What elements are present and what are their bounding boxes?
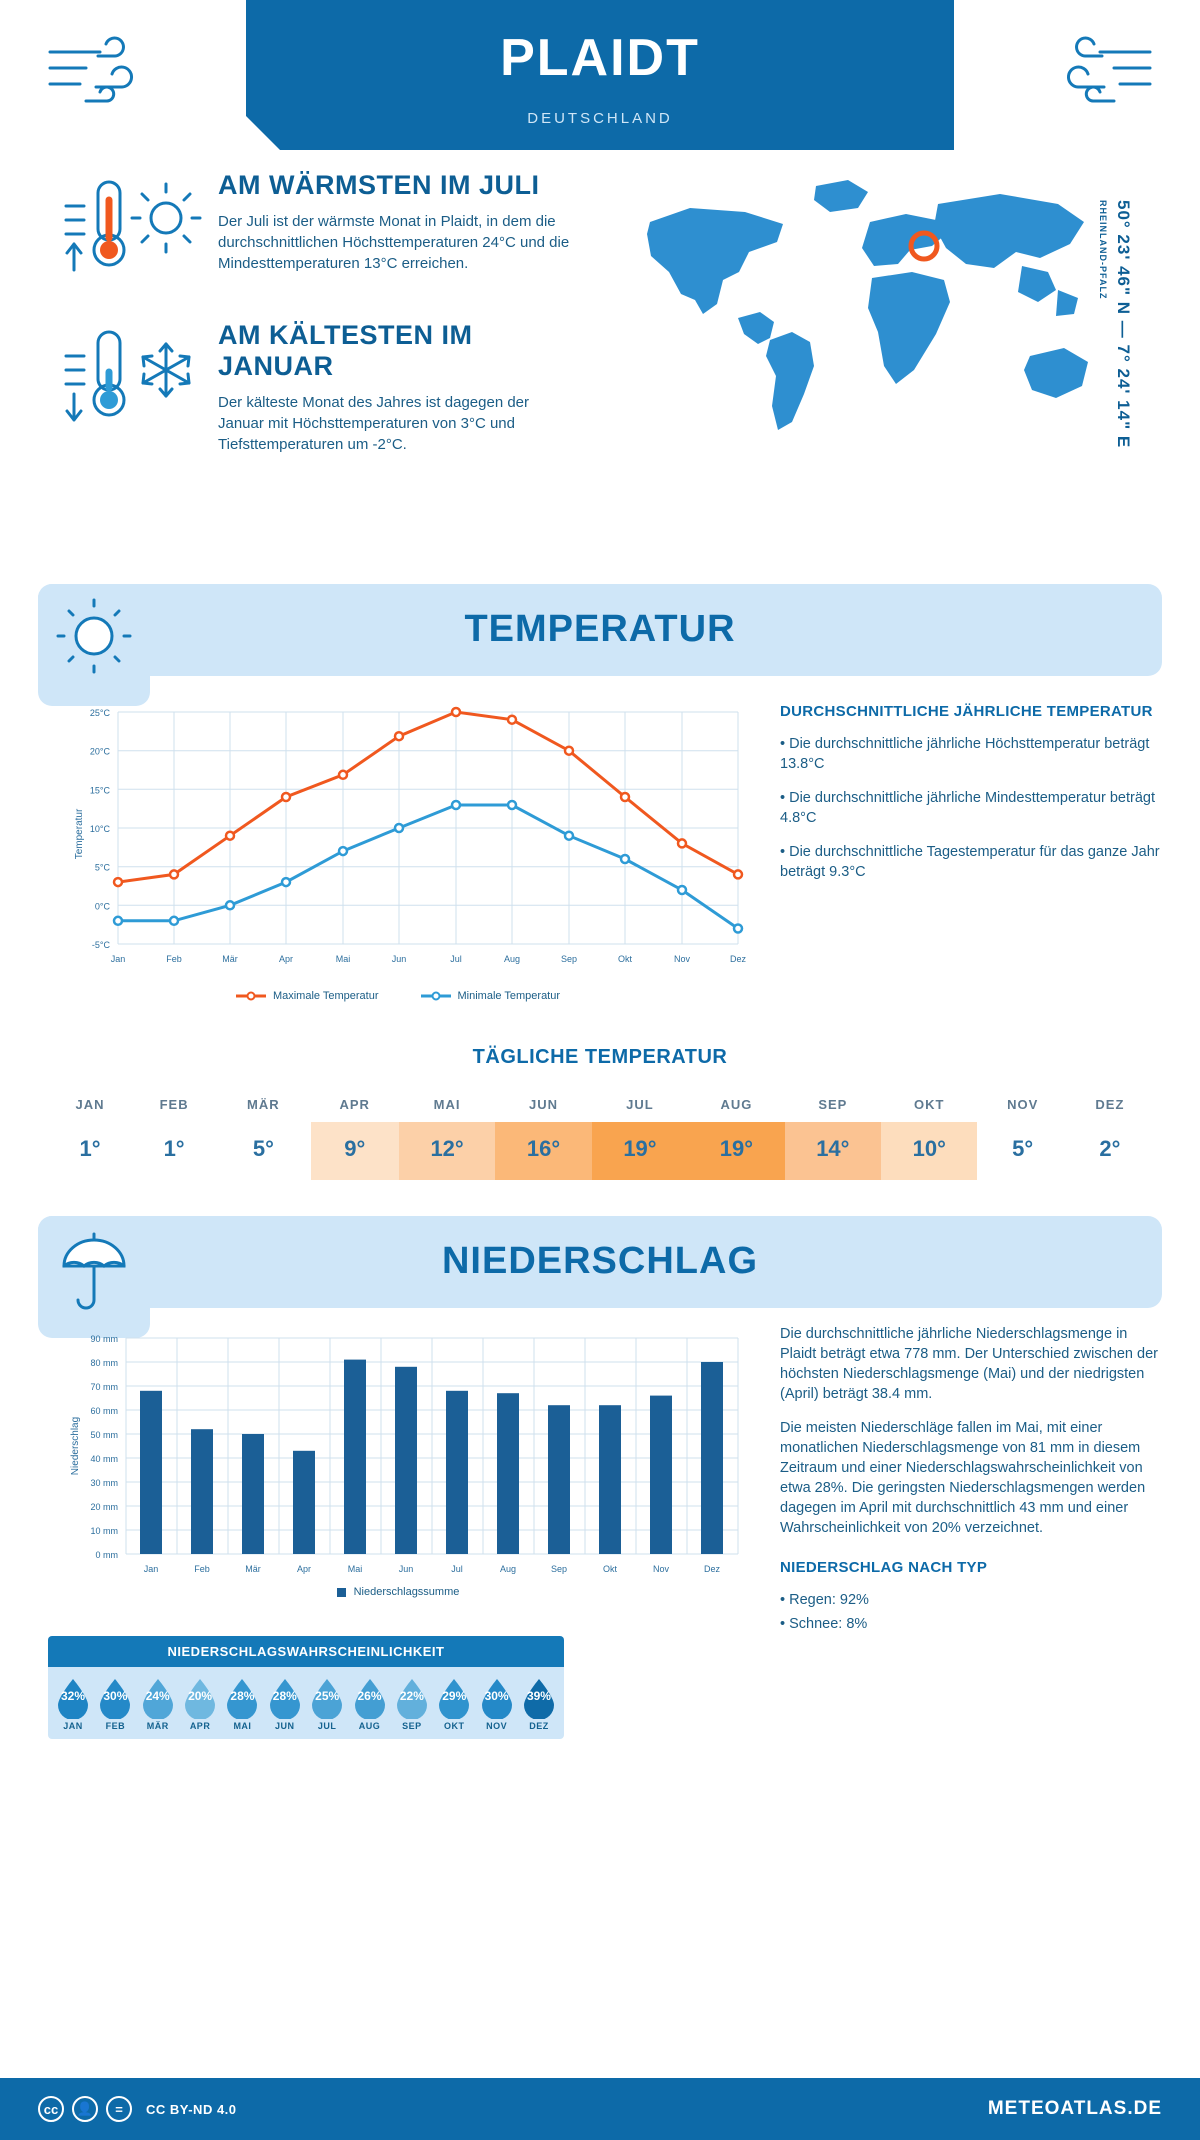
svg-text:Sep: Sep — [550, 1564, 568, 1574]
daily-temp-month-dez: DEZ — [1095, 1097, 1125, 1112]
svg-text:Jun: Jun — [391, 954, 407, 964]
temperature-summary-point-3: • Die durchschnittliche Tagestemperatur für das ganze Jahr beträgt 9.3°C — [780, 844, 1160, 880]
svg-text:5°C: 5°C — [94, 862, 110, 873]
precip-prob-month-sep: SEP — [402, 1721, 422, 1731]
svg-text:Mär: Mär — [245, 1564, 261, 1574]
daily-temp-month-jul: JUL — [626, 1097, 654, 1112]
precip-prob-value-mai: 28% — [230, 1689, 255, 1703]
license-group — [38, 2096, 237, 2122]
precip-prob-value-apr: 20% — [188, 1689, 213, 1703]
daily-temperature-title: TÄGLICHE TEMPERATUR — [472, 1046, 728, 1068]
svg-text:Dez: Dez — [703, 1564, 721, 1574]
water-drop-icon — [223, 1677, 261, 1719]
daily-temp-month-okt: OKT — [914, 1097, 945, 1112]
precip-prob-cell-dez — [520, 1677, 558, 1731]
daily-temp-value-nov: 5° — [977, 1122, 1067, 1180]
nd-icon: = — [106, 2096, 132, 2122]
precip-prob-month-nov: NOV — [486, 1721, 508, 1731]
wind-icon — [1040, 30, 1160, 110]
svg-text:Feb: Feb — [166, 954, 182, 964]
license-text: CC BY-ND 4.0 — [146, 2101, 237, 2117]
daily-temp-month-sep: SEP — [818, 1097, 848, 1112]
svg-text:20 mm: 20 mm — [90, 1502, 118, 1512]
precipitation-banner-label: NIEDERSCHLAG — [441, 1240, 759, 1282]
svg-text:40 mm: 40 mm — [90, 1454, 118, 1464]
svg-text:10°C: 10°C — [89, 824, 110, 834]
svg-text:Nov: Nov — [652, 1564, 670, 1574]
legend-swatch-min — [421, 991, 451, 1001]
water-drop-icon — [266, 1677, 304, 1719]
legend-label-precip: Niederschlagssumme — [353, 1586, 460, 1598]
legend-swatch-precip — [337, 1588, 346, 1597]
daily-temp-month-mar: MÄR — [247, 1097, 280, 1112]
svg-text:Mai: Mai — [347, 1564, 363, 1574]
precip-prob-month-mar: MÄR — [146, 1721, 169, 1731]
coordinates — [1093, 200, 1133, 450]
warm-icons — [50, 170, 210, 280]
daily-temp-month-jun: JUN — [529, 1097, 559, 1112]
precipitation-paragraph-2: Die meisten Niederschläge fallen im Mai, mit einer monatlichen Niederschlagsmenge von 81 mm in diesem Zeitraum und einer Niederschlagswahrscheinlichkeit von etwa 28%. Die geringsten Niederschlagsmengen werden dagegen im April mit durchschnittlich 43 mm und einer Wahrscheinlichkeit von 20% verzeichnet. — [780, 1420, 1146, 1536]
svg-text:Mär: Mär — [222, 954, 238, 964]
legend-item-max — [236, 990, 379, 1002]
svg-text:Aug: Aug — [503, 954, 521, 964]
water-drop-icon — [393, 1677, 431, 1719]
daily-temp-value-apr: 9° — [311, 1122, 399, 1180]
precipitation-type-snow: • Schnee: 8% — [780, 1616, 868, 1632]
svg-text:Jul: Jul — [450, 954, 462, 964]
water-drop-icon — [478, 1677, 516, 1719]
svg-text:Apr: Apr — [278, 954, 294, 964]
precip-prob-cell-mai — [223, 1677, 261, 1731]
water-drop-icon — [520, 1677, 558, 1719]
water-drop-icon — [435, 1677, 473, 1719]
precip-prob-cell-okt — [435, 1677, 473, 1731]
page-subtitle: DEUTSCHLAND — [527, 110, 673, 127]
water-drop-icon — [96, 1677, 134, 1719]
precip-prob-cell-sep — [393, 1677, 431, 1731]
daily-temp-month-jan: JAN — [75, 1097, 105, 1112]
daily-temp-value-jun: 16° — [495, 1122, 591, 1180]
footer — [0, 2078, 1200, 2140]
legend-label-min: Minimale Temperatur — [457, 990, 561, 1002]
precip-prob-cell-aug — [351, 1677, 389, 1731]
warmest-heading: AM WÄRMSTEN IM JULI — [218, 170, 540, 200]
daily-temp-value-jul: 19° — [592, 1122, 688, 1180]
coldest-block — [50, 320, 570, 455]
daily-temperature-value-row — [48, 1122, 1152, 1180]
svg-text:Temperatur: Temperatur — [74, 808, 85, 860]
header — [0, 0, 1200, 150]
warmest-text: Der Juli ist der wärmste Monat in Plaidt, in dem die durchschnittlichen Höchsttemperaturen 24°C und die Mindesttemperaturen 13°C erreichen. — [218, 213, 570, 272]
svg-text:Mai: Mai — [335, 954, 351, 964]
svg-text:80 mm: 80 mm — [90, 1358, 118, 1368]
precip-prob-value-jul: 25% — [315, 1689, 340, 1703]
intro-section — [0, 150, 1200, 580]
svg-text:Dez: Dez — [729, 954, 747, 964]
temperature-summary-point-2: • Die durchschnittliche jährliche Mindesttemperatur beträgt 4.8°C — [780, 790, 1156, 826]
precip-prob-value-mar: 24% — [145, 1689, 170, 1703]
by-icon: 👤 — [72, 2096, 98, 2122]
svg-text:Jun: Jun — [398, 1564, 414, 1574]
precipitation-probability-row — [48, 1667, 564, 1739]
temperature-chart-area — [0, 694, 1200, 1024]
precip-prob-value-okt: 29% — [442, 1689, 467, 1703]
daily-temp-value-sep: 14° — [785, 1122, 881, 1180]
svg-text:Aug: Aug — [499, 1564, 517, 1574]
daily-temp-value-aug: 19° — [688, 1122, 784, 1180]
svg-text:30 mm: 30 mm — [90, 1478, 118, 1488]
daily-temp-month-mai: MAI — [433, 1097, 461, 1112]
legend-item-min — [421, 990, 561, 1002]
temperature-summary-heading: DURCHSCHNITTLICHE JÄHRLICHE TEMPERATUR — [780, 703, 1153, 720]
svg-text:25°C: 25°C — [89, 708, 110, 718]
water-drop-icon — [139, 1677, 177, 1719]
precipitation-banner — [38, 1216, 1162, 1308]
coldest-text: Der kälteste Monat des Jahres ist dagegen der Januar mit Höchsttemperaturen von 3°C und Tiefsttemperaturen um -2°C. — [218, 394, 530, 453]
water-drop-icon — [308, 1677, 346, 1719]
svg-text:Sep: Sep — [560, 954, 578, 964]
wind-icon — [40, 30, 160, 110]
legend-label-max: Maximale Temperatur — [272, 990, 379, 1002]
svg-text:Apr: Apr — [296, 1564, 312, 1574]
precip-prob-month-feb: FEB — [105, 1721, 126, 1731]
precip-prob-month-mai: MAI — [233, 1721, 252, 1731]
temperature-banner-label: TEMPERATUR — [464, 608, 736, 650]
daily-temp-month-nov: NOV — [1007, 1097, 1039, 1112]
svg-text:-5°C: -5°C — [91, 940, 110, 950]
daily-temperature-block — [0, 1046, 1200, 1180]
cold-icons — [50, 320, 210, 430]
page-title: PLAIDT — [500, 29, 700, 87]
daily-temp-month-aug: AUG — [720, 1097, 753, 1112]
svg-text:Nov: Nov — [673, 954, 691, 964]
precip-prob-month-dez: DEZ — [529, 1721, 549, 1731]
precip-prob-month-jan: JAN — [63, 1721, 83, 1731]
svg-text:50 mm: 50 mm — [90, 1430, 118, 1440]
svg-text:Jan: Jan — [110, 954, 126, 964]
water-drop-icon — [54, 1677, 92, 1719]
svg-text:10 mm: 10 mm — [90, 1526, 118, 1536]
temperature-banner — [38, 584, 1162, 676]
svg-text:Niederschlag: Niederschlag — [70, 1416, 81, 1476]
svg-text:70 mm: 70 mm — [90, 1382, 118, 1392]
temperature-chart-legend — [38, 990, 758, 1002]
cc-icon: cc — [38, 2096, 64, 2122]
daily-temp-value-mar: 5° — [216, 1122, 311, 1180]
svg-text:Okt: Okt — [617, 954, 633, 964]
precip-prob-value-feb: 30% — [103, 1689, 128, 1703]
svg-text:0 mm: 0 mm — [95, 1550, 118, 1560]
daily-temp-value-jan: 1° — [48, 1122, 132, 1180]
legend-swatch-max — [236, 991, 266, 1001]
precipitation-paragraph-1: Die durchschnittliche jährliche Niederschlagsmenge in Plaidt beträgt etwa 778 mm. Der Unterschied zwischen der höchsten Niederschlagsmenge (Mai) und der niedrigsten (April) beträgt 38.4 mm. — [780, 1326, 1158, 1402]
precip-prob-month-jul: JUL — [317, 1721, 337, 1731]
precip-prob-month-aug: AUG — [358, 1721, 381, 1731]
coldest-heading: AM KÄLTESTEN IM JANUAR — [218, 320, 473, 381]
precip-prob-value-sep: 22% — [399, 1689, 424, 1703]
svg-text:Feb: Feb — [194, 1564, 210, 1574]
precipitation-type-heading: NIEDERSCHLAG NACH TYP — [780, 1559, 988, 1576]
daily-temp-month-apr: APR — [339, 1097, 370, 1112]
precip-prob-month-jun: JUN — [275, 1721, 295, 1731]
daily-temperature-table — [48, 1085, 1152, 1180]
daily-temp-value-dez: 2° — [1068, 1122, 1152, 1180]
precipitation-summary — [780, 1324, 1160, 1648]
svg-text:15°C: 15°C — [89, 785, 110, 796]
daily-temperature-header-row — [48, 1085, 1152, 1122]
precip-prob-cell-nov — [478, 1677, 516, 1731]
precip-prob-value-aug: 26% — [357, 1689, 382, 1703]
svg-text:20°C: 20°C — [89, 746, 110, 757]
precip-prob-month-okt: OKT — [443, 1721, 465, 1731]
precipitation-probability-title: NIEDERSCHLAGSWAHRSCHEINLICHKEIT — [48, 1636, 564, 1667]
precip-prob-cell-mar — [139, 1677, 177, 1731]
precipitation-chart-area — [0, 1324, 1200, 1632]
svg-text:60 mm: 60 mm — [90, 1406, 118, 1416]
daily-temp-value-feb: 1° — [132, 1122, 216, 1180]
svg-text:Okt: Okt — [602, 1564, 618, 1574]
temperature-summary-point-1: • Die durchschnittliche jährliche Höchsttemperatur beträgt 13.8°C — [780, 736, 1150, 772]
temperature-line-chart — [38, 694, 758, 994]
precip-prob-cell-feb — [96, 1677, 134, 1731]
brand-label[interactable]: METEOATLAS.DE — [987, 2098, 1162, 2119]
precipitation-bar-chart — [38, 1324, 758, 1614]
precip-prob-cell-jun — [266, 1677, 304, 1731]
precip-prob-cell-jul — [308, 1677, 346, 1731]
world-map — [620, 170, 1140, 450]
precip-prob-month-apr: APR — [189, 1721, 211, 1731]
daily-temp-month-feb: FEB — [159, 1097, 189, 1112]
svg-text:0°C: 0°C — [94, 901, 110, 912]
precip-prob-value-nov: 30% — [484, 1689, 509, 1703]
svg-text:90 mm: 90 mm — [90, 1334, 118, 1344]
precipitation-probability-block — [48, 1636, 564, 1739]
precipitation-type-rain: • Regen: 92% — [780, 1592, 869, 1608]
temperature-summary — [780, 702, 1160, 896]
precip-prob-value-dez: 39% — [526, 1689, 551, 1703]
svg-text:Jul: Jul — [451, 1564, 463, 1574]
svg-text:Jan: Jan — [143, 1564, 159, 1574]
precip-prob-value-jun: 28% — [272, 1689, 297, 1703]
precipitation-chart-legend — [38, 1586, 758, 1598]
daily-temp-value-okt: 10° — [881, 1122, 977, 1180]
precip-prob-cell-apr — [181, 1677, 219, 1731]
water-drop-icon — [351, 1677, 389, 1719]
coordinates-text: 50° 23' 46" N — 7° 24' 14" E — [1114, 200, 1133, 449]
precip-prob-cell-jan — [54, 1677, 92, 1731]
region-text: RHEINLAND-PFALZ — [1098, 200, 1108, 300]
warmest-block — [50, 170, 570, 274]
precip-prob-value-jan: 32% — [60, 1689, 86, 1703]
daily-temp-value-mai: 12° — [399, 1122, 495, 1180]
water-drop-icon — [181, 1677, 219, 1719]
